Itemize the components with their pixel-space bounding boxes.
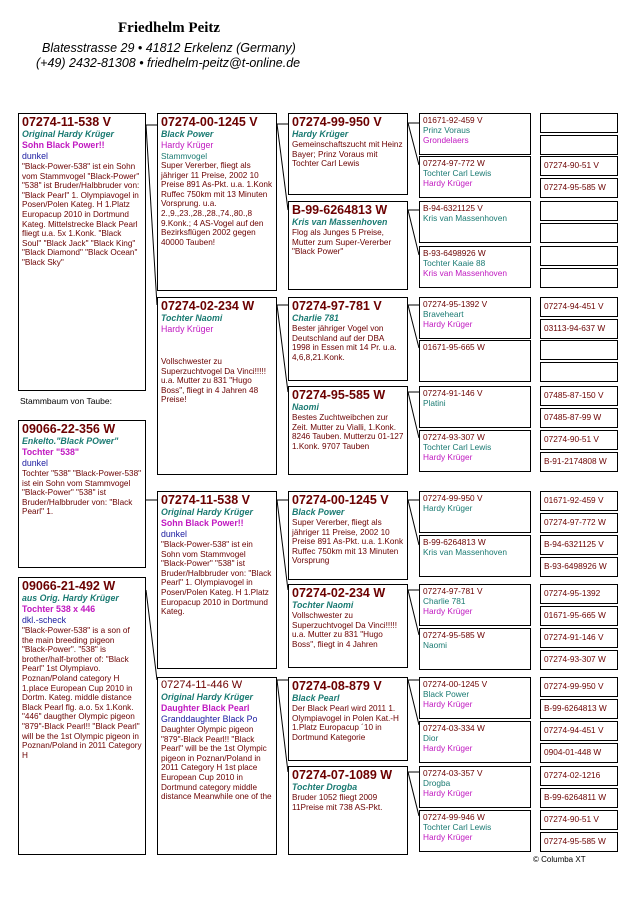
gen4-ring: 07274-99-946 W — [423, 812, 485, 822]
gen4-name: Tochter Carl Lewis — [423, 168, 492, 178]
gen5-box — [540, 513, 618, 533]
gen4-breeder: Grondelaers — [423, 135, 469, 145]
gen4-box — [419, 721, 531, 763]
gen5-box — [540, 430, 618, 450]
dd-ring: 07274-95-585 W — [292, 388, 386, 402]
gen4-breeder: Hardy Krüger — [423, 832, 473, 842]
gen5-box — [540, 677, 618, 697]
gen5-ring: B-91-2174808 W — [544, 456, 607, 466]
gen4-box — [419, 340, 531, 382]
b-sire-text: "Black-Power-538" ist ein Sohn vom Stammvogel "Black-Power" "538" ist Bruder/Halbbruder von: "Black Pearl" 1. Olympiavogel in Posen/Polen Kateg. H 1.Platz Europacup 2010 in Dortmund Kateg. — [161, 540, 272, 617]
gen4-box — [419, 386, 531, 428]
gen4-box — [419, 535, 531, 577]
gen4-ring: B-93-6498926 W — [423, 248, 486, 258]
ss-text: Gemeinschaftszucht mit Heinz Bayer; Prinz Voraus mit Tochter Carl Lewis — [292, 140, 403, 169]
ds-box — [288, 297, 408, 381]
gen5-ring: B-94-6321125 V — [544, 539, 604, 549]
gen5-ring: 07274-90-51 V — [544, 160, 599, 170]
gen5-ring: B-99-6264813 W — [544, 703, 607, 713]
gen4-name: Braveheart — [423, 309, 464, 319]
gen5-box — [540, 178, 618, 198]
gen5-ring: 03113-94-637 W — [544, 323, 606, 333]
gen5-ring: 07485-87-99 W — [544, 412, 602, 422]
mother2-text: "Black-Power-538" is a son of the main breeding pigeon "Black-Power". "538" is brother/half-brother of: "Black Pearl" 1st Olympiavo. Poznan/Poland category H 1.place European Cup 2010 in Dortm. Kateg. middle distance Black Pearl flg. a.o. 5x 1.Konk. "446" daugther Olympic pigeon "879"-Black Pearl!! "Black Pearl" will be the 1st Olympic pigeon in Poznan/Poland in 2011 Category H — [22, 626, 142, 760]
b-sire-name: Original Hardy Krüger — [161, 507, 253, 517]
b-sire-sub: Sohn Black Power!! — [161, 518, 244, 528]
gen4-box — [419, 113, 531, 155]
gen5-box — [540, 491, 618, 511]
subject-sub: Sohn Black Power!! — [22, 140, 105, 150]
b-sd-text: Vollschwester zu Superzuchtvogel Da Vinci!!!!! u.a. Mutter zu 831 "Hugo Boss", fliegt in 4 Jahren — [292, 611, 397, 649]
gen5-box — [540, 135, 618, 155]
gen4-ring: 07274-93-307 W — [423, 432, 485, 442]
gen4-name: Kris van Massenhoven — [423, 547, 507, 557]
gen5-box — [540, 340, 618, 360]
gen4-ring: B-99-6264813 W — [423, 537, 486, 547]
ds-text: Bester jähriger Vogel von Deutschland auf der DBA 1998 in Essen mit 14 Pr. u.a. 4,6,8,21.Konk. — [292, 324, 397, 362]
b-sire-box — [157, 491, 277, 669]
gen5-box — [540, 156, 618, 176]
dam-ring: 07274-02-234 W — [161, 299, 255, 313]
dd-text: Bestes Zuchtweibchen zur Zeit. Mutter zu Vialli, 1.Konk. 8246 Tauben. Mutterzu 01-127 1.Konk. 9707 Tauben — [292, 413, 404, 451]
gen5-box — [540, 606, 618, 626]
gen4-name: Tochter Carl Lewis — [423, 822, 492, 832]
gen4-breeder: Hardy Krüger — [423, 178, 473, 188]
gen4-box — [419, 430, 531, 472]
b-sire-ring: 07274-11-538 V — [161, 493, 250, 507]
gen4-ring: 07274-91-146 V — [423, 388, 483, 398]
gen5-box — [540, 810, 618, 830]
b-dam-text: Daughter Olympic pigeon "879"-Black Pearl!! "Black Pearl" will be the 1st Olympic pigeon in Poznan/Poland in 2011 Category H 1st place European Cup 2010 in Dortmund category middle distance Meanwhile one of the — [161, 725, 272, 802]
gen4-name: Drogba — [423, 778, 451, 788]
gen5-box — [540, 319, 618, 339]
gen4-box — [419, 766, 531, 808]
gen4-ring: 01671-92-459 V — [423, 115, 483, 125]
gen4-ring: 07274-03-334 W — [423, 723, 485, 733]
sire-box — [157, 113, 277, 291]
sire-text: Super Vererber, fliegt als jähriger 11 Preise, 2002 10 Preise 891 As-Pkt. u.a. 1.Konk Ruffec 750km mit 13 Minuten Vorsprung. u.a. 2.,9.,23.,28.,28.,74.,80.,8 9.Konk.; 4 AS-Vogel auf den Bezirksflügen 2002 gegen 40000 Tauben! — [161, 161, 273, 247]
gen4-breeder: Hardy Krüger — [423, 452, 473, 462]
gen5-box — [540, 408, 618, 428]
b-dam-sub: Daughter Black Pearl — [161, 703, 250, 713]
b-sd-ring: 07274-02-234 W — [292, 586, 386, 600]
gen5-ring: 01671-92-459 V — [544, 495, 604, 505]
gen5-box — [540, 766, 618, 786]
gen5-ring: B-99-6264811 W — [544, 792, 607, 802]
gen4-name: Kris van Massenhoven — [423, 213, 507, 223]
gen4-ring: 07274-99-950 V — [423, 493, 483, 503]
gen4-ring: B-94-6321125 V — [423, 203, 483, 213]
copyright: © Columba XT — [533, 855, 586, 864]
mother1-text: Tochter "538" "Black-Power-538" ist ein Sohn vom Stammvogel "Black-Power" "538" ist Bruder/Halbbruder von: "Black Pearl" 1. — [22, 469, 142, 517]
gen4-name: Black Power — [423, 689, 470, 699]
gen5-box — [540, 386, 618, 406]
gen4-box — [419, 628, 531, 670]
gen4-ring: 01671-95-665 W — [423, 342, 485, 352]
gen4-name: Charlie 781 — [423, 596, 466, 606]
sd-name: Kris van Massenhoven — [292, 217, 388, 227]
b-ds-box — [288, 677, 408, 761]
mother2-ring: 09066-21-492 W — [22, 579, 116, 593]
gen5-ring: 07274-91-146 V — [544, 632, 604, 642]
gen4-name: Hardy Krüger — [423, 503, 473, 513]
b-dam-sub2: Granddaughter Black Po — [161, 714, 258, 724]
gen5-box — [540, 557, 618, 577]
gen4-ring: 07274-95-585 W — [423, 630, 485, 640]
gen5-box — [540, 721, 618, 741]
gen4-name: Platini — [423, 398, 446, 408]
b-sd-name: Tochter Naomi — [292, 600, 354, 610]
gen4-breeder: Hardy Krüger — [423, 606, 473, 616]
mother1-name: Enkelto."Black POwer" — [22, 436, 119, 446]
gen5-box — [540, 788, 618, 808]
gen4-box — [419, 297, 531, 339]
sire-name: Black Power — [161, 129, 214, 139]
dam-name: Tochter Naomi — [161, 313, 223, 323]
gen5-ring: B-93-6498926 W — [544, 561, 607, 571]
gen4-breeder: Hardy Krüger — [423, 788, 473, 798]
dam-text: Vollschwester zu Superzuchtvogel Da Vinci!!!!! u.a. Mutter zu 831 "Hugo Boss", fliegt in 4 Jahren 48 Preise! — [161, 357, 266, 405]
gen4-box — [419, 584, 531, 626]
mother2-sub: Tochter 538 x 446 — [22, 604, 96, 614]
b-dd-box — [288, 766, 408, 855]
mother1-sub: Tochter "538" — [22, 447, 80, 457]
mother1-box — [18, 420, 146, 568]
ds-name: Charlie 781 — [292, 313, 339, 323]
gen5-ring: 07274-90-51 V — [544, 434, 599, 444]
gen5-ring: 07274-97-772 W — [544, 517, 606, 527]
ss-box — [288, 113, 408, 195]
b-dam-box — [157, 677, 277, 855]
gen5-ring: 07274-93-307 W — [544, 654, 606, 664]
gen5-box — [540, 743, 618, 763]
mother2-color: dkl.-scheck — [22, 615, 66, 625]
b-dam-ring: 07274-11-446 W — [161, 679, 243, 691]
gen5-box — [540, 113, 618, 133]
gen4-ring: 07274-00-1245 V — [423, 679, 488, 689]
sire-sub: Hardy Krüger — [161, 140, 214, 150]
gen5-box — [540, 246, 618, 266]
subject-ring: 07274-11-538 V — [22, 115, 111, 129]
gen5-ring: 07274-94-451 V — [544, 725, 604, 735]
subject-pigeon-box — [18, 113, 146, 391]
gen4-ring: 07274-95-1392 V — [423, 299, 488, 309]
subject-color: dunkel — [22, 151, 48, 161]
gen4-box — [419, 677, 531, 719]
b-sd-box — [288, 584, 408, 668]
b-sire-color: dunkel — [161, 529, 187, 539]
gen5-ring: 07485-87-150 V — [544, 390, 604, 400]
gen5-ring: 07274-90-51 V — [544, 814, 599, 824]
gen4-box — [419, 201, 531, 243]
gen5-box — [540, 268, 618, 288]
sire-sub2: Stammvogel — [161, 151, 208, 161]
b-ds-ring: 07274-08-879 V — [292, 679, 382, 693]
gen5-box — [540, 201, 618, 221]
gen4-box — [419, 156, 531, 198]
gen4-breeder: Hardy Krüger — [423, 319, 473, 329]
gen5-ring: 07274-95-1392 — [544, 588, 601, 598]
sd-ring: B-99-6264813 W — [292, 203, 388, 217]
gen4-box — [419, 491, 531, 533]
gen5-ring: 07274-95-585 W — [544, 836, 606, 846]
b-ss-ring: 07274-00-1245 V — [292, 493, 389, 507]
mother1-ring: 09066-22-356 W — [22, 422, 116, 436]
gen5-box — [540, 535, 618, 555]
breeder-name: Friedhelm Peitz — [118, 20, 221, 36]
breeder-contact: (+49) 2432-81308 • friedhelm-peitz@t-online.de — [36, 56, 301, 70]
gen4-name: Naomi — [423, 640, 447, 650]
ds-ring: 07274-97-781 V — [292, 299, 382, 313]
b-ds-name: Black Pearl — [292, 693, 340, 703]
subject-name: Original Hardy Krüger — [22, 129, 114, 139]
gen4-ring: 07274-03-357 V — [423, 768, 483, 778]
gen5-ring: 07274-95-585 W — [544, 182, 606, 192]
sire-ring: 07274-00-1245 V — [161, 115, 258, 129]
gen5-box — [540, 584, 618, 604]
gen5-box — [540, 223, 618, 243]
b-ss-box — [288, 491, 408, 580]
gen4-name: Prinz Voraus — [423, 125, 471, 135]
gen4-name: Dior — [423, 733, 439, 743]
gen5-box — [540, 628, 618, 648]
gen5-ring: 01671-95-665 W — [544, 610, 606, 620]
mother2-name: aus Orig. Hardy Krüger — [22, 593, 119, 603]
gen4-ring: 07274-97-772 W — [423, 158, 485, 168]
mother2-box — [18, 577, 146, 855]
b-ds-text: Der Black Pearl wird 2011 1. Olympiavogel in Polen Kat.-H 1.Platz Europacup ´10 in Dortmund Kategorie — [292, 704, 399, 742]
gen4-breeder: Kris van Massenhoven — [423, 268, 507, 278]
b-dd-name: Tochter Drogba — [292, 782, 358, 792]
gen4-name: Tochter Kaaie 88 — [423, 258, 486, 268]
gen5-box — [540, 832, 618, 852]
gen5-box — [540, 362, 618, 382]
subject-text: "Black-Power-538" ist ein Sohn vom Stammvogel "Black-Power" "538" ist Bruder/Halbbruder von: "Black Pearl" 1. Olympiavogel in Posen/Polen Kateg. H 1.Platz Europacup 2010 in Dortmund Kateg. Mittelstrecke Black Pearl fliegt u.a. 5x 1.Konk. "Black Soul" "Black Jack" "Black King" "Black Diamond" "Black Ocean" "Black Sky" — [22, 162, 140, 267]
dam-sub: Hardy Krüger — [161, 324, 214, 334]
gen4-name: Tochter Carl Lewis — [423, 442, 492, 452]
b-dam-name: Original Hardy Krüger — [161, 692, 253, 702]
gen5-ring: 07274-94-451 V — [544, 301, 604, 311]
dd-box — [288, 386, 408, 475]
gen4-breeder: Hardy Krüger — [423, 699, 473, 709]
dd-name: Naomi — [292, 402, 319, 412]
gen5-ring: 07274-02-1216 — [544, 770, 601, 780]
ss-name: Hardy Krüger — [292, 129, 349, 139]
dam-box — [157, 297, 277, 475]
gen5-box — [540, 297, 618, 317]
b-dd-text: Bruder 1052 fliegt 2009 11Preise mit 738 AS-Pkt. — [292, 793, 383, 812]
gen4-box — [419, 810, 531, 852]
breeder-address: Blatesstrasse 29 • 41812 Erkelenz (Germany) — [42, 41, 296, 55]
b-dd-ring: 07274-07-1089 W — [292, 768, 393, 782]
gen5-box — [540, 452, 618, 472]
b-ss-name: Black Power — [292, 507, 345, 517]
b-ss-text: Super Vererber, fliegt als jähriger 11 Preise, 2002 10 Preise 891 As-Pkt. u.a. 1.Konk Ruffec 750km mit 13 Minuten Vorsprung — [292, 518, 404, 566]
gen5-ring: 07274-99-950 V — [544, 681, 604, 691]
gen4-ring: 07274-97-781 V — [423, 586, 483, 596]
mother1-color: dunkel — [22, 458, 48, 468]
gen4-breeder: Hardy Krüger — [423, 743, 473, 753]
stamm-label: Stammbaum von Taube: — [20, 396, 112, 406]
gen5-ring: 0904-01-448 W — [544, 747, 602, 757]
ss-ring: 07274-99-950 V — [292, 115, 382, 129]
gen4-box — [419, 246, 531, 288]
gen5-box — [540, 699, 618, 719]
gen5-box — [540, 650, 618, 670]
sd-box — [288, 201, 408, 290]
sd-text: Flog als Junges 5 Preise, Mutter zum Super-Vererber "Black Power" — [292, 228, 392, 257]
